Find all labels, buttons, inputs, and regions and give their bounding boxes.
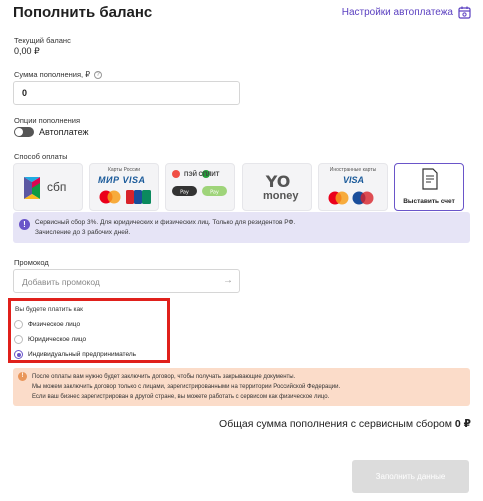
svg-text:Pay: Pay [180,189,189,196]
page-title: Пополнить баланс [13,4,153,21]
service-fee-line: Зачисление до 3 рабочих дней. [35,229,131,236]
radio-entrepreneur[interactable] [14,350,136,359]
radio-label: Физическое лицо [28,321,81,328]
method-cards-foreign[interactable] [318,163,388,211]
total-label: Общая сумма пополнения с сервисным сбором [219,418,452,430]
notice-line: После оплаты вам нужно будет заключить договор, чтобы получать закрывающие документы. [32,374,296,380]
payment-method-label: Способ оплаты [14,152,68,161]
service-fee-text [35,218,295,238]
payer-type-group [8,298,170,363]
notice-line: Мы можем заключить договор только с лицами, зарегистрированными на территории Российской Федерации. [32,384,341,390]
method-invoice[interactable] [394,163,464,211]
mir-visa-logo-text: МИР VISA [98,175,146,185]
invoice-document-icon [419,168,441,190]
arrow-right-icon[interactable]: → [223,275,233,286]
calendar-settings-icon [458,6,471,19]
svg-text:Pay: Pay [210,189,219,196]
radio-individual[interactable] [14,320,80,329]
notice-line: Если ваш бизнес зарегистрирован в другой стране, вы можете работать с сервисом как физическое лицо. [32,394,330,400]
autopay-settings-label: Настройки автоплатежа [341,7,453,18]
warning-icon: ! [18,372,27,381]
amount-label: Сумма пополнения, ₽ [14,70,90,79]
visa-logo-text: VISA [343,175,365,185]
notice-text [32,372,340,402]
toggle-knob [15,128,23,136]
svg-text:YO: YO [265,172,291,191]
options-label: Опции пополнения [14,116,81,125]
contract-notice [13,368,470,406]
yoomoney-logo-icon [243,164,312,211]
yoomoney-logo-text: money [263,190,299,202]
unionpay-logo-icon [126,190,152,204]
promo-placeholder: Добавить промокод [22,277,100,287]
radio-circle-selected[interactable] [14,350,23,359]
radio-label: Индивидуальный предприниматель [28,351,137,358]
radio-circle[interactable] [14,335,23,344]
radio-legal-entity[interactable] [14,335,86,344]
fill-data-button[interactable]: Заполнить данные [352,460,469,493]
service-fee-info [13,212,470,243]
balance-label: Текущий баланс [14,36,71,45]
sbp-logo-text: сбп [47,180,67,194]
method-caption: Карты России [107,167,141,173]
amount-input[interactable]: 0 [13,81,240,105]
help-icon[interactable]: ? [94,71,102,79]
autopay-label: Автоплатеж [39,127,89,137]
exclamation-icon: ! [19,219,30,230]
wallets-logo-text: ПЭЙ СПЛИТ [184,172,220,178]
balance-value: 0,00 ₽ [14,46,40,56]
method-wallets[interactable] [165,163,235,211]
promo-input[interactable] [13,269,240,293]
method-yoomoney[interactable] [242,163,312,211]
method-cards-russia[interactable] [89,163,159,211]
promo-label: Промокод [14,258,49,267]
method-caption: Иностранные карты [329,167,377,173]
radio-circle[interactable] [14,320,23,329]
payer-title: Вы будете платить как [15,306,83,313]
autopay-settings-link[interactable] [342,6,471,19]
mastercard-logo-icon [98,189,122,205]
foreign-cards-logos-icon [327,190,381,206]
total-amount [219,418,471,430]
amount-label-row [14,70,102,79]
invoice-label: Выставить счет [403,198,455,205]
autopay-toggle[interactable] [14,127,34,137]
method-sbp[interactable] [13,163,83,211]
total-value: 0 ₽ [454,418,471,430]
service-fee-line: Сервисный сбор 3%. Для юридических и физических лиц. Только для резидентов РФ. [35,219,296,226]
radio-label: Юридическое лицо [28,336,87,343]
payment-methods [13,163,465,211]
